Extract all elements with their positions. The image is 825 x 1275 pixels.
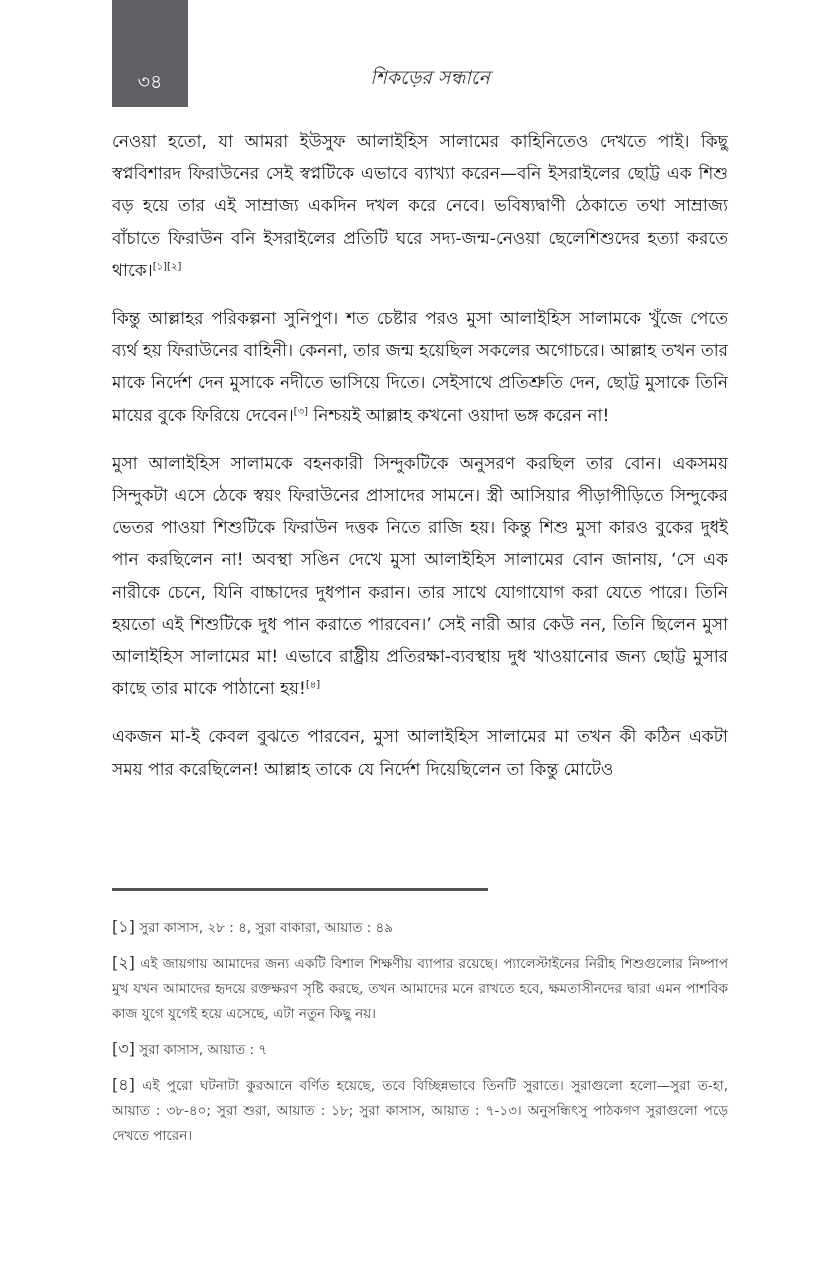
paragraph-2-tail: নিশ্চয়ই আল্লাহ কখনো ওয়াদা ভঙ্গ করেন না! (307, 405, 610, 426)
paragraph-4 (112, 721, 728, 785)
paragraph-2 (112, 303, 728, 432)
footnote-4-mark: [৪] (112, 1075, 135, 1094)
footnote-3-mark: [৩] (112, 1039, 135, 1058)
footnote-ref-3[interactable]: [৩] (293, 405, 308, 417)
footnote-4-text: এই পুরো ঘটনাটা কুরআনে বর্ণিত হয়েছে, তবে বিচ্ছিন্নভাবে তিনটি সুরাতে। সুরাগুলো হলো—সুরা ত-হা, আয়াত : ৩৮-৪০; সুরা শুরা, আয়াত : ১৮; সুরা কাসাস, আয়াত : ৭-১৩। অনুসন্ধিৎসু পাঠকগণ সুরাগুলো পড়ে দেখতে পারেন। (112, 1078, 728, 1144)
paragraph-3-text: মুসা আলাইহিস সালামকে বহনকারী সিন্দুকটিকে অনুসরণ করছিল তার বোন। একসময় সিন্দুকটা এসে ঠেকে স্বয়ং ফিরাউনের প্রাসাদের সামনে। স্ত্রী আসিয়ার পীড়াপীড়িতে সিন্দুকের ভেতর পাওয়া শিশুটিকে ফিরাউন দত্তক নিতে রাজি হয়। কিন্তু শিশু মুসা কারও বুকের দুধই পান করছিলেন না! অবস্থা সঙিন দেখে মুসা আলাইহিস সালামের বোন জানায়, ‘সে এক নারীকে চেনে, যিনি বাচ্চাদের দুধপান করান। তার সাথে যোগাযোগ করা যেতে পারে। তিনি হয়তো এই শিশুটিকে দুধ পান করাতে পারবেন।’ সেই নারী আর কেউ নন, তিনি ছিলেন মুসা আলাইহিস সালামের মা! এভাবে রাষ্ট্রীয় প্রতিরক্ষা-ব্যবস্থায় দুধ খাওয়ানোর জন্য ছোট্ট মুসার কাছে তার মাকে পাঠানো হয়! (112, 453, 728, 700)
footnote-3-text: সুরা কাসাস, আয়াত : ৭ (134, 1042, 268, 1058)
footnotes (112, 914, 728, 1158)
footnote-ref-4[interactable]: [৪] (305, 679, 321, 691)
paragraph-4-text: একজন মা-ই কেবল বুঝতে পারবেন, মুসা আলাইহিস সালামের মা তখন কী কঠিন একটা সময় পার করেছিলেন! আল্লাহ তাকে যে নির্দেশ দিয়েছিলেন তা কিন্তু মোটেও (112, 727, 728, 780)
running-header-title: শিকড়ের সন্ধানে (370, 67, 490, 89)
footnote-2 (112, 950, 728, 1027)
page-number: ৩৪ (137, 71, 163, 93)
page-number-tab (112, 0, 188, 107)
footnote-1-mark: [১] (112, 917, 135, 936)
footnote-2-text: এই জায়গায় আমাদের জন্য একটি বিশাল শিক্ষণীয় ব্যাপার রয়েছে। প্যালেস্টাইনের নিরীহ শিশুগুলোর নিষ্পাপ মুখ যখন আমাদের হৃদয়ে রক্তক্ষরণ সৃষ্টি করছে, তখন আমাদের মনে রাখতে হবে, ক্ষমতাসীনদের দ্বারা এমন পাশবিক কাজ যুগে যুগেই হয়ে এসেছে, এটা নতুন কিছু নয়। (112, 956, 728, 1022)
footnote-2-mark: [২] (112, 953, 135, 972)
footnote-1 (112, 914, 728, 941)
paragraph-1 (112, 126, 728, 287)
paragraph-2-text: কিন্তু আল্লাহর পরিকল্পনা সুনিপুণ। শত চেষ্টার পরও মুসা আলাইহিস সালামকে খুঁজে পেতে ব্যর্থ হয় ফিরাউনের বাহিনী। কেননা, তার জন্ম হয়েছিল সকলের অগোচরে। আল্লাহ তখন তার মাকে নির্দেশ দেন মুসাকে নদীতে ভাসিয়ে দিতে। সেইসাথে প্রতিশ্রুতি দেন, ছোট্ট মুসাকে তিনি মায়ের বুকে ফিরিয়ে দেবেন। (112, 309, 728, 426)
paragraph-3 (112, 448, 728, 706)
footnote-3 (112, 1036, 728, 1063)
footnote-divider (112, 888, 488, 891)
paragraph-1-text: নেওয়া হতো, যা আমরা ইউসুফ আলাইহিস সালামের কাহিনিতেও দেখতে পাই। কিছু স্বপ্নবিশারদ ফিরাউনের সেই স্বপ্নটিকে এভাবে ব্যাখ্যা করেন—বনি ইসরাইলের ছোট্ট এক শিশু বড় হয়ে তার এই সাম্রাজ্য একদিন দখল করে নেবে। ভবিষ্যদ্বাণী ঠেকাতে তথা সাম্রাজ্য বাঁচাতে ফিরাউন বনি ইসরাইলের প্রতিটি ঘরে সদ্য-জন্ম-নেওয়া ছেলেশিশুদের হত্যা করতে থাকে। (112, 132, 728, 281)
body-text (112, 126, 728, 802)
footnote-ref-1-2[interactable]: [১][২] (152, 261, 182, 273)
footnote-1-text: সুরা কাসাস, ২৮ : ৪, সুরা বাকারা, আয়াত : ৪৯ (134, 920, 394, 936)
footnote-4 (112, 1072, 728, 1149)
